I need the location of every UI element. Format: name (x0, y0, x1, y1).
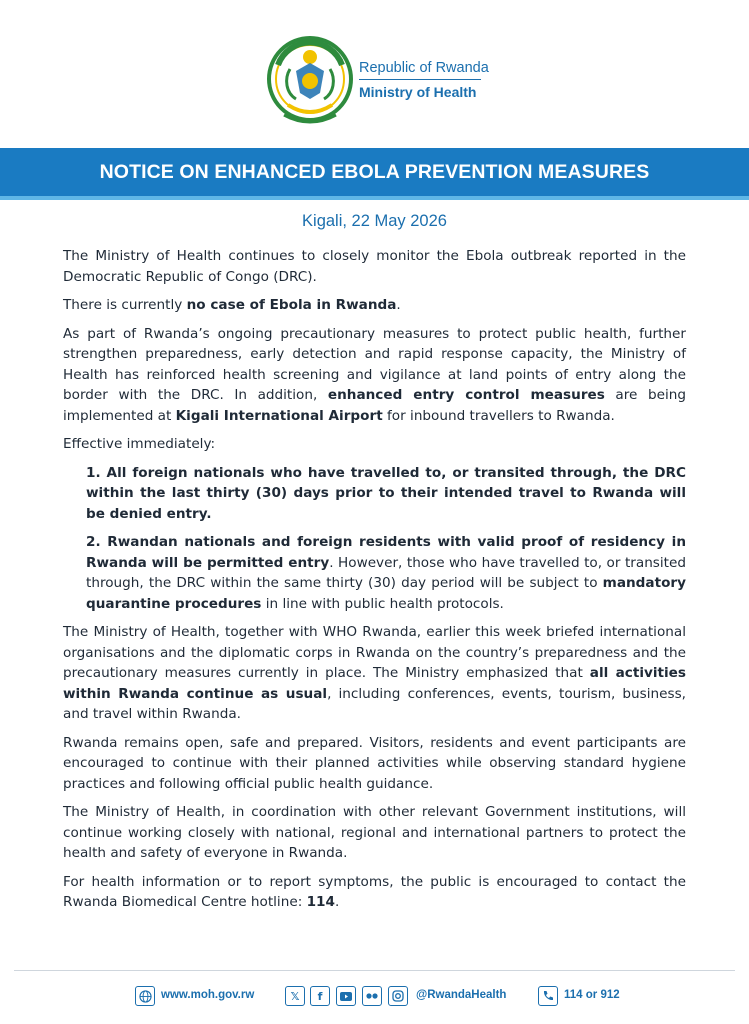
letterhead (0, 0, 749, 148)
phone-icon (538, 986, 558, 1006)
coat-of-arms-icon (266, 35, 354, 131)
text: in line with public health protocols. (261, 595, 504, 612)
ministry-name: Ministry of Health (359, 84, 477, 100)
flickr-icon[interactable] (362, 986, 382, 1006)
paragraph-effective: Effective immediately: (63, 436, 216, 452)
emphasis: enhanced entry control measures (327, 387, 605, 403)
emphasis: 2. Rwandan nationals and foreign residents with valid proof of residency in Rwanda will be permitted entry (86, 534, 686, 571)
text: are being implemented at (63, 387, 686, 424)
hotline-number: 114 (306, 894, 335, 910)
text: For health information or to report symptoms, the public is encouraged to contact the Rwanda Biomedical Centre hotline: (63, 873, 686, 910)
facebook-icon[interactable]: f (310, 986, 330, 1006)
text: . (334, 894, 340, 910)
org-divider (359, 79, 481, 80)
website-link[interactable]: www.moh.gov.rw (161, 989, 255, 1001)
text: As part of Rwanda’s ongoing precautionary measures to protect public health, further strengthen preparedness, early detection and rapid response capacity, the Ministry of Health has reinforced health screening and vigilance at land points of entry along the border with the DRC. In addition, (63, 325, 686, 403)
emphasis: no case of Ebola in Rwanda (186, 297, 397, 313)
paragraph-intro: The Ministry of Health continues to closely monitor the Ebola outbreak reported in the Democratic Republic of Congo (DRC). (63, 248, 686, 285)
text: . However, those who have travelled to, or transited through, the DRC within the same thirty (30) day period will be subject to (86, 554, 686, 591)
paragraph-status (63, 295, 686, 316)
paragraph-hotline (63, 872, 686, 913)
text: for inbound travellers to Rwanda. (382, 407, 615, 424)
text: . (396, 297, 401, 313)
emphasis: all activities within Rwanda continue as usual (63, 665, 686, 702)
org-block (359, 60, 489, 100)
text: The Ministry of Health, together with WHO Rwanda, earlier this week briefed international organisations and the diplomatic corps in Rwanda on the country’s preparedness and the precautionary measures currently in place. The Ministry emphasized that (63, 624, 686, 681)
emphasis: mandatory quarantine procedures (86, 575, 686, 612)
paragraph-coordination: The Ministry of Health, in coordination with other relevant Government institutions, will continue working closely with national, regional and international partners to protect the health and safety of everyone in Rwanda. (63, 804, 686, 861)
emphasis: 1. All foreign nationals who have travelled to, or transited through, the DRC within the last thirty (30) days prior to their intended travel to Rwanda will be denied entry. (86, 464, 686, 522)
notice-title: NOTICE ON ENHANCED EBOLA PREVENTION MEASURES (99, 161, 650, 183)
x-icon[interactable]: 𝕏 (285, 986, 305, 1006)
notice-body (63, 246, 686, 921)
paragraph-measures (63, 324, 686, 427)
republic-name: Republic of Rwanda (359, 60, 489, 76)
youtube-icon[interactable] (336, 986, 356, 1006)
footer-divider (14, 970, 735, 971)
emphasis: Kigali International Airport (175, 407, 383, 424)
paragraph-open: Rwanda remains open, safe and prepared. Visitors, residents and event participants are encouraged to continue with their planned activities while observing standard hygiene practices and following official public health guidance. (63, 734, 686, 792)
dateline: Kigali, 22 May 2026 (302, 212, 447, 230)
instagram-icon[interactable] (388, 986, 408, 1006)
social-handle[interactable]: @RwandaHealth (416, 989, 507, 1001)
list-item-2 (86, 532, 686, 614)
hotline-text: 114 or 912 (564, 989, 620, 1001)
globe-icon[interactable] (135, 986, 155, 1006)
footer (0, 986, 749, 1008)
list-item-1 (86, 463, 686, 525)
text: , including conferences, events, tourism, business, and travel within Rwanda. (63, 685, 686, 722)
text: There is currently (63, 297, 187, 313)
banner-stripe (0, 196, 749, 200)
paragraph-briefing (63, 622, 686, 725)
title-banner (0, 148, 749, 200)
